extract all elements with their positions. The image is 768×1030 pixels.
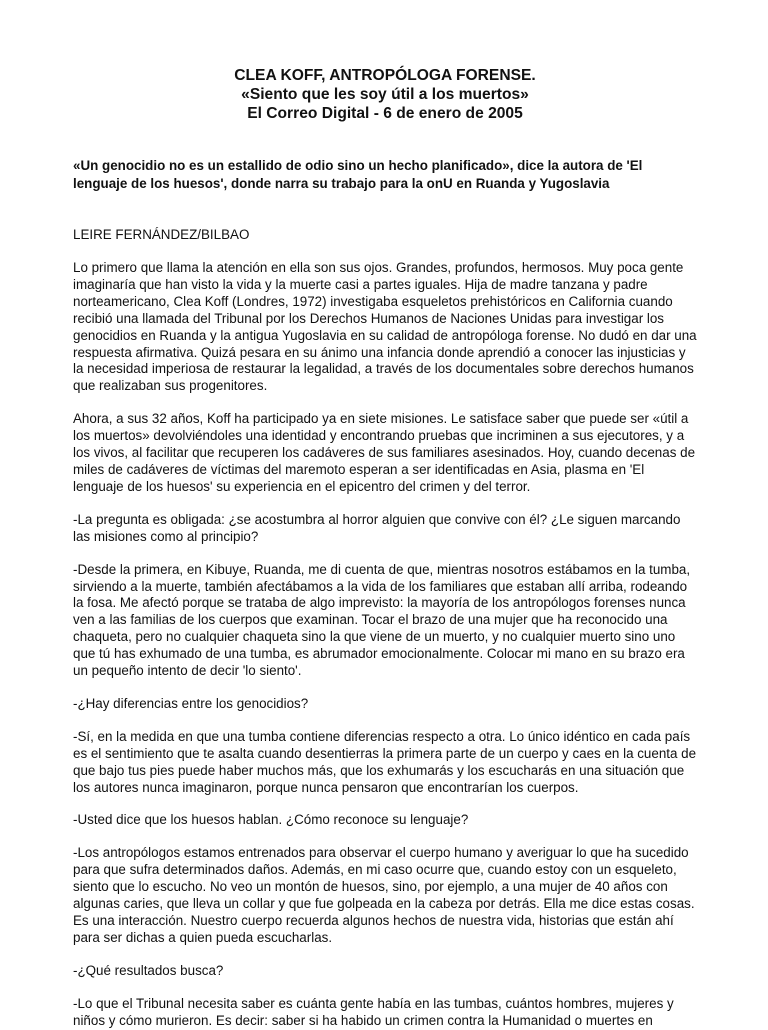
interview-question: -La pregunta es obligada: ¿se acostumbra al horror alguien que convive con él? ¿Le siguen marcando las misiones como al principio? bbox=[73, 511, 681, 544]
article-title bbox=[73, 66, 697, 123]
lead-paragraph: «Un genocidio no es un estallido de odio sino un hecho planificado», dice la autora de 'El lenguaje de los huesos', donde narra su trabajo para la onU en Ruanda y Yugoslavia bbox=[73, 158, 643, 191]
interview-question: -¿Qué resultados busca? bbox=[73, 962, 224, 978]
interview-question: -¿Hay diferencias entre los genocidios? bbox=[73, 695, 309, 711]
interview-answer: -Los antropólogos estamos entrenados para observar el cuerpo humano y averiguar lo que ha sucedido para que sufra determinados daños. Además, en mi caso ocurre que, cuando estoy con un esqueleto, siento que lo escucho. No veo un montón de huesos, sino, por ejemplo, a una mujer de 40 años con algunas caries, que lleva un collar y que fue golpeada en la cabeza por detrás. Ella me dice estas cosas. Es una interacción. Nuestro cuerpo recuerda algunos hechos de nuestra vida, historias que están ahí para ser dichas a quien pueda escucharlas. bbox=[73, 845, 695, 945]
title-line-1: CLEA KOFF, ANTROPÓLOGA FORENSE. bbox=[234, 67, 536, 84]
interview-answer: -Lo que el Tribunal necesita saber es cuánta gente había en las tumbas, cuántos hombres, mujeres y niños y cómo murieron. Es decir: saber si ha habido un crimen contra la Humanidad o muertes en bbox=[73, 995, 674, 1028]
body-paragraph: Lo primero que llama la atención en ella son sus ojos. Grandes, profundos, hermosos. Muy poca gente imaginaría que han visto la vida y la muerte casi a partes iguales. Hija de madre tanzana y padre norteamericano, Clea Koff (Londres, 1972) investigaba esqueletos prehistóricos en California cuando recibió una llamada del Tribunal por los Derechos Humanos de Naciones Unidas para investigar los genocidios en Ruanda y la antigua Yugoslavia en su calidad de antropóloga forense. No dudó en dar una respuesta afirmativa. Quizá pesara en su ánimo una infancia donde aprendió a conocer las injusticias y la necesidad imperiosa de restaurar la legalidad, a través de los documentales sobre derechos humanos que realizaban sus progenitores. bbox=[73, 260, 697, 394]
title-line-2: «Siento que les soy útil a los muertos» bbox=[241, 86, 529, 103]
title-line-3: El Correo Digital - 6 de enero de 2005 bbox=[247, 105, 523, 122]
body-paragraph: Ahora, a sus 32 años, Koff ha participado ya en siete misiones. Le satisface saber que puede ser «útil a los muertos» devolviéndoles una identidad y encontrando pruebas que incriminen a sus ejecutores, y a los vivos, al facilitar que recuperen los cadáveres de sus familiares asesinados. Hoy, cuando decenas de miles de cadáveres de víctimas del maremoto esperan a ser identificadas en Asia, plasma en 'El lenguaje de los huesos' su experiencia en el epicentro del crimen y del terror. bbox=[73, 411, 696, 494]
interview-answer: -Sí, en la medida en que una tumba contiene diferencias respecto a otra. Lo único idéntico en cada país es el sentimiento que te asalta cuando desentierras la primera parte de un cuerpo y caes en la cuenta de que bajo tus pies puede haber muchos más, que los exhumarás y los escucharás en una situación que los autores nunca imaginaron, porque nunca pensaron que encontrarían los cuerpos. bbox=[73, 728, 697, 795]
document-page bbox=[73, 66, 697, 1030]
interview-answer: -Desde la primera, en Kibuye, Ruanda, me di cuenta de que, mientras nosotros estábamos en la tumba, sirviendo a la muerte, también afectábamos a la vida de los familiares que estaban allí arriba, rodeando la fosa. Me afectó porque se trataba de algo imprevisto: la mayoría de los antropólogos forenses nunca ven a las familias de los cuerpos que examinan. Tocar el brazo de una mujer que ha reconocido una chaqueta, pero no cualquier chaqueta sino la que viene de un muerto, y no cualquier muerto sino uno que tú has exhumado de una tumba, es abrumador emocionalmente. Colocar mi mano en su brazo era un pequeño intento de decir 'lo siento'. bbox=[73, 561, 691, 679]
interview-question: -Usted dice que los huesos hablan. ¿Cómo reconoce su lenguaje? bbox=[73, 812, 469, 828]
byline: LEIRE FERNÁNDEZ/BILBAO bbox=[73, 227, 250, 242]
